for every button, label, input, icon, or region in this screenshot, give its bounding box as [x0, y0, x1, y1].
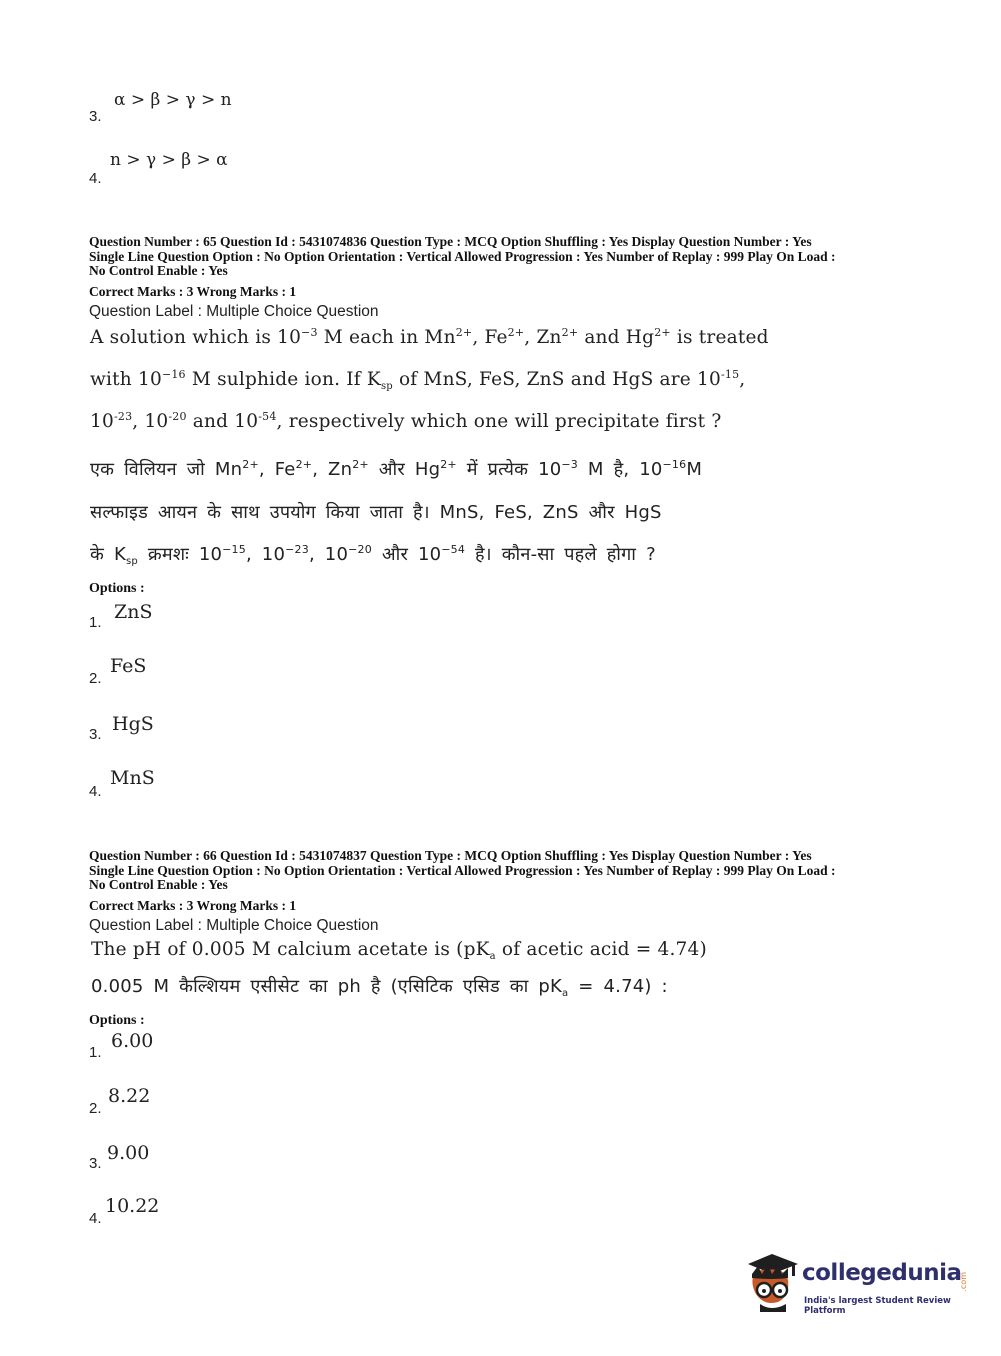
options-heading: Options :	[89, 581, 145, 596]
option-number: 4.	[89, 170, 102, 187]
option-text: 8.22	[108, 1085, 151, 1107]
mascot-icon	[742, 1250, 804, 1312]
question-text-hi-line2: सल्फाइड आयन के साथ उपयोग किया जाता है। MnS, FeS, ZnS और HgS	[90, 502, 662, 523]
logo-wordmark: collegedunia	[802, 1260, 962, 1286]
option-text: 10.22	[105, 1195, 160, 1217]
logo-suffix: .com	[959, 1272, 968, 1292]
question-meta	[89, 849, 919, 893]
meta-line: Single Line Question Option : No Option Orientation : Vertical Allowed Progression : Yes Number of Replay : 999 Play On Load :	[89, 248, 836, 264]
logo-tagline: India's largest Student Review Platform	[804, 1296, 951, 1316]
question-text-en: The pH of 0.005 M calcium acetate is ($pK_a$ of acetic acid = 4.74)	[91, 939, 707, 962]
question-meta	[89, 235, 919, 279]
option-text: ZnS	[114, 601, 153, 623]
question-label: Question Label : Multiple Choice Question	[89, 303, 379, 320]
option-text: FeS	[110, 655, 147, 677]
collegedunia-logo	[740, 1250, 970, 1320]
meta-line: Single Line Question Option : No Option Orientation : Vertical Allowed Progression : Yes Number of Replay : 999 Play On Load :	[89, 862, 836, 878]
option-text: HgS	[112, 713, 154, 735]
question-text-en-line2: with $10^{-16}$ M sulphide ion. If $K_{sp}$ of MnS, FeS, ZnS and HgS are $10^{-15}$,	[90, 368, 746, 392]
option-number: 2.	[89, 1100, 102, 1117]
option-number: 3.	[89, 1155, 102, 1172]
option-number: 1.	[89, 614, 102, 631]
option-text: 6.00	[111, 1030, 154, 1052]
question-label: Question Label : Multiple Choice Question	[89, 917, 379, 934]
marks-info: Correct Marks : 3 Wrong Marks : 1	[89, 284, 297, 299]
meta-line: Question Number : 65 Question Id : 5431074836 Question Type : MCQ Option Shuffling : Yes Display Question Number : Yes	[89, 234, 812, 249]
option-number: 1.	[89, 1044, 102, 1061]
option-number: 2.	[89, 670, 102, 687]
question-text-en-line3: $10^{-23}$, $10^{-20}$ and $10^{-54}$, respectively which one will precipitate first ?	[90, 410, 722, 432]
question-text-hi: 0.005 M कैल्शियम एसीसेट का ph है (एसिटिक एसिड का $pK_a = 4.74$) :	[91, 976, 668, 999]
meta-line: No Control Enable : Yes	[89, 877, 228, 892]
options-heading: Options :	[89, 1013, 145, 1028]
option-text: MnS	[110, 767, 155, 789]
question-text-hi-line1: एक विलियन जो $Mn^{2+}$, $Fe^{2+}$, $Zn^{2+}$ और $Hg^{2+}$ में प्रत्येक $10^{-3}$ M है, $10^{-16}M$	[90, 458, 703, 480]
option-text: 9.00	[107, 1142, 150, 1164]
question-text-en-line1: A solution which is $10^{-3}$ M each in $Mn^{2+}$, $Fe^{2+}$, $Zn^{2+}$ and $Hg^{2+}$ is treated	[90, 326, 769, 348]
option-number: 3.	[89, 726, 102, 743]
option-number: 3.	[89, 108, 102, 125]
option-number: 4.	[89, 783, 102, 800]
question-text-hi-line3: के $K_{sp}$ क्रमशः $10^{-15}$, $10^{-23}$, $10^{-20}$ और $10^{-54}$ है। कौन-सा पहले होगा ?	[90, 543, 656, 567]
meta-line: No Control Enable : Yes	[89, 263, 228, 278]
option-text: α > β > γ > n	[114, 90, 232, 110]
marks-info: Correct Marks : 3 Wrong Marks : 1	[89, 898, 297, 913]
option-text: n > γ > β > α	[110, 150, 228, 170]
meta-line: Question Number : 66 Question Id : 5431074837 Question Type : MCQ Option Shuffling : Yes Display Question Number : Yes	[89, 848, 812, 863]
option-number: 4.	[89, 1210, 102, 1227]
